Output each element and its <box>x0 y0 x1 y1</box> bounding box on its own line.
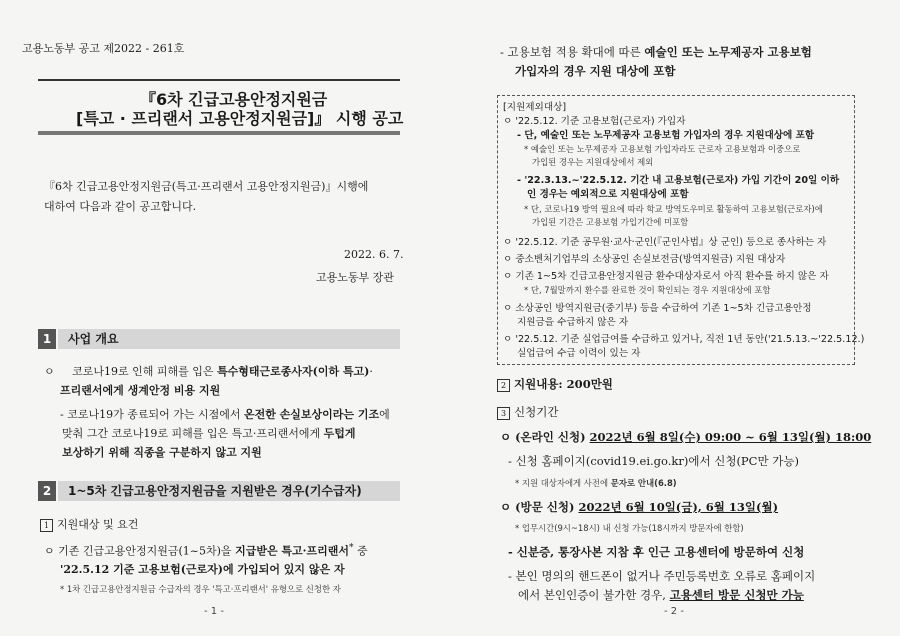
text-run-bold: 문자로 안내(6.8) <box>610 478 677 488</box>
boxed-number-icon: 1 <box>40 519 53 532</box>
visit-application-detail: - 신분증, 통장사본 지참 후 인근 고용센터에 방문하여 신청 <box>508 545 805 559</box>
visit-application-detail: - 본인 명의의 핸드폰이 없거나 주민등록번호 오류로 홈페이지 <box>508 569 816 583</box>
minister-signature: 고용노동부 장관 <box>316 271 394 284</box>
section2-paragraph-line1 <box>44 542 368 559</box>
intro-line1: 『6차 긴급고용안정지원금(특고·프리랜서 고용안정지원금)』시행에 <box>44 180 369 193</box>
exclusion-note: * 단, 코로나19 방역 필요에 따라 학교 방역도우미로 활동하여 고용보험(근로자)에 <box>524 204 823 214</box>
exclusion-note: * 단, 7월말까지 환수를 완료한 것이 확인되는 경우 지원대상에 포함 <box>524 285 771 295</box>
text-run-bold: 지급받은 특고·프리랜서 <box>235 544 349 558</box>
exclusion-note: * 예술인 또는 노무제공자 고용보험 가입자라도 근로자 고용보험과 이중으로 <box>524 144 801 154</box>
page-number: - 1 - <box>204 606 224 617</box>
text-run-underlined: 2022년 6월 10일(금), 6월 13일(월) <box>578 500 779 514</box>
subsection-heading <box>40 516 138 532</box>
exclusion-note: 가입된 경우는 지원대상에서 제외 <box>532 157 654 167</box>
exclusion-item: 지원금을 수급하지 않은 자 <box>517 317 629 328</box>
text-run-bold: 두텁게 <box>323 427 356 440</box>
text-run: 에 <box>379 408 390 421</box>
text-run: - 고용보험 적용 확대에 따른 <box>500 45 645 59</box>
footnote-mark: * <box>348 542 354 553</box>
section-number: 2 <box>38 481 56 501</box>
boxed-number-icon: 2 <box>497 379 510 392</box>
footnote: * 1차 긴급고용안정지원금 수급자의 경우 '특고·프리랜서' 유형으로 신청한 자 <box>60 584 341 594</box>
exclusion-item: 실업급여 수급 이력이 있는 자 <box>517 348 641 359</box>
visit-application-note: * 업무시간(9시~18시) 내 신청 가능(18시까지 방문자에 한함) <box>515 523 744 533</box>
notice-number: 고용노동부 공고 제2022 - 261호 <box>22 42 185 55</box>
intro-line1 <box>500 44 812 60</box>
page-number: - 2 - <box>664 606 684 617</box>
section-header: 사업 개요 <box>58 329 400 349</box>
subsection-title: 신청기간 <box>514 405 559 419</box>
text-run-bold: 지원내용: 200만원 <box>514 377 613 391</box>
online-application-detail: - 신청 홈페이지(covid19.ei.go.kr)에서 신청(PC만 가능) <box>508 454 799 468</box>
section-header: 1~5차 긴급고용안정지원금을 지원받은 경우(기수급자) <box>58 481 400 501</box>
section1-paragraph1-line2: 프리랜서에게 생계안정 비용 지원 <box>60 384 221 397</box>
page-title-line2: [특고 · 프리랜서 고용안정지원금]』 시행 공고 <box>76 109 404 128</box>
exclusion-item: ㅇ 기존 1~5차 긴급고용안정지원금 환수대상자로서 아직 환수를 하지 않은 자 <box>503 271 829 282</box>
text-run-bold: 예술인 또는 노무제공자 고용보험 <box>644 45 812 59</box>
section1-paragraph1-line1 <box>44 363 373 379</box>
text-run: - 코로나19가 종료되어 가는 시점에서 <box>60 408 244 421</box>
exclusion-subitem: 인 경우는 예외적으로 지원대상에 포함 <box>527 189 689 200</box>
intro-line2: 가입자의 경우 지원 대상에 포함 <box>515 64 676 78</box>
visit-application <box>500 499 778 515</box>
exclusion-item: ㅇ '22.5.12. 기준 고용보험(근로자) 가입자 <box>503 116 686 127</box>
subsection-title: 지원대상 및 요건 <box>57 518 139 531</box>
text-run-bold: ㅇ (온라인 신청) <box>500 430 590 444</box>
text-run-bold: ㅇ (방문 신청) <box>500 500 579 514</box>
online-application <box>500 429 871 445</box>
exclusion-note: 가입된 기간은 고용보험 가입기간에 미포함 <box>532 217 689 227</box>
bullet-mark: ㅇ <box>44 365 55 378</box>
text-run-bold: 온전한 손실보상이라는 기조 <box>243 408 380 421</box>
announcement-date: 2022. 6. 7. <box>344 248 404 261</box>
text-run: 중 <box>353 544 368 558</box>
text-run: 코로나19로 인해 피해를 입은 <box>72 365 218 378</box>
exclusion-subitem: - 단, 예술인 또는 노무제공자 고용보험 가입자의 경우 지원대상에 포함 <box>517 130 815 141</box>
visit-application-detail <box>518 587 804 603</box>
support-amount <box>497 376 613 392</box>
text-run: 에서 본인인증이 불가한 경우, <box>518 588 670 602</box>
section1-paragraph2-line2 <box>62 425 356 441</box>
exclusion-subitem: - '22.3.13.~'22.5.12. 기간 내 고용보험(근로자) 가입 기간이 20일 이하 <box>517 175 840 186</box>
text-run: * 지원 대상자에게 사전에 <box>515 478 611 488</box>
exclusion-item: ㅇ '22.5.12. 기준 실업급여를 수급하고 있거나, 직전 1년 동안('21.5.13.~'22.5.12.) <box>503 334 865 345</box>
text-run: 맞춰 그간 코로나19로 피해를 입은 특고·프리랜서에게 <box>62 427 324 440</box>
text-run: · <box>369 365 373 378</box>
section2-paragraph-line2: '22.5.12 기준 고용보험(근로자)에 가입되어 있지 않은 자 <box>60 563 345 576</box>
intro-line2: 대하여 다음과 같이 공고합니다. <box>44 200 197 213</box>
online-application-note <box>515 477 677 489</box>
box-title: [지원제외대상] <box>503 102 567 113</box>
text-run: ㅇ 기존 긴급고용안정지원금(1~5차)을 <box>44 544 236 558</box>
section1-paragraph2-line3: 보상하기 위해 직종을 구분하지 않고 지원 <box>62 446 262 459</box>
text-run-underlined: 고용센터 방문 신청만 가능 <box>669 588 804 602</box>
text-run-underlined: 2022년 6월 8일(수) 09:00 ~ 6월 13일(월) 18:00 <box>589 430 872 444</box>
section1-paragraph2-line1 <box>60 406 390 422</box>
application-period-heading <box>497 404 558 420</box>
section-number: 1 <box>38 329 56 349</box>
page-title-line1: 『6차 긴급고용안정지원금 <box>140 90 328 109</box>
exclusion-item: ㅇ 중소벤처기업부의 소상공인 손실보전금(방역지원금) 지원 대상자 <box>503 254 786 265</box>
exclusion-item: ㅇ '22.5.12. 기준 공무원·교사·군인(『군인사법』상 군인) 등으로 종사하는 자 <box>503 237 827 248</box>
exclusion-item: ㅇ 소상공인 방역지원금(중기부) 등을 수급하여 기존 1~5차 긴급고용안정 <box>503 303 812 314</box>
boxed-number-icon: 3 <box>497 407 510 420</box>
text-run-bold: 특수형태근로종사자(이하 특고) <box>217 365 370 378</box>
